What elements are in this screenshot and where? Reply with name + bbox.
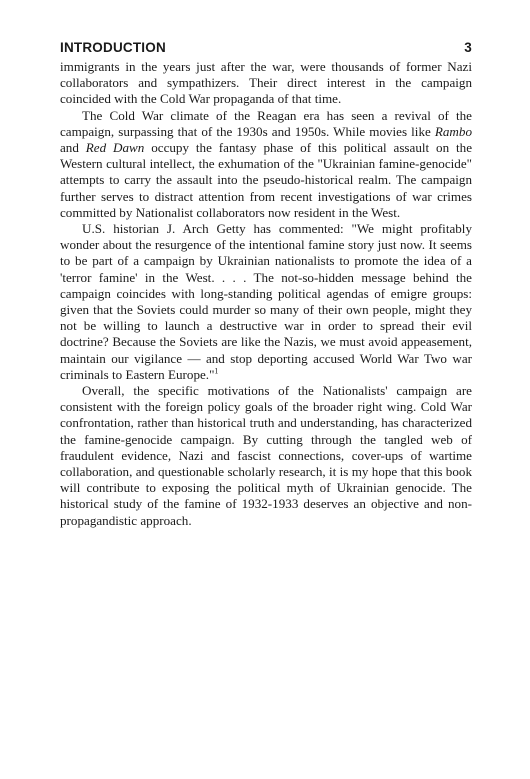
paragraph-2-text-2: and [60, 140, 86, 156]
paragraph-1: immigrants in the years just after the war, were thousands of former Nazi collaborators and sympathizers. Their direct interest in the campaign coincided with the Cold War propaganda of that time. [60, 59, 472, 107]
book-page [60, 40, 472, 529]
paragraph-4: Overall, the specific motivations of the Nationalists' campaign are consistent with the foreign policy goals of the broader right wing. Cold War confrontation, rather than historical truth and understanding, has characterized the famine-genocide campaign. By cutting through the tangled web of fraudulent evidence, Nazi and fascist connections, cover-ups of wartime collaboration, and questionable scholarly research, it is my hope that this book will contribute to exposing the political myth of Ukrainian genocide. The historical study of the famine of 1932-1933 deserves an objective and non-propagandistic approach. [60, 383, 472, 528]
film-title-red-dawn: Red Dawn [85, 140, 145, 156]
paragraph-3-text: U.S. historian J. Arch Getty has commented: "We might profitably wonder about the resurgence of the intentional famine story just now. It seems to be part of a campaign by Ukrainian nationalists to promote the idea of a 'terror famine' in the West. . . . The not-so-hidden message behind the campaign coincides with long-standing political agendas of emigre groups: given that the Soviets could murder so many of their own people, might they not be willing to launch a destructive war in order to spread their evil doctrine? Because the Soviets are like the Nazis, we must avoid appeasement, maintain our vigilance — and stop deporting accused World War Two war criminals to Eastern Europe." [60, 221, 472, 382]
section-title: INTRODUCTION [60, 40, 166, 55]
running-head [60, 40, 472, 55]
paragraph-2-text-3: occupy the fantasy phase of this political assault on the Western cultural intellect, the exhumation of the "Ukrainian famine-genocide" attempts to carry the assault into the pseudo-historical realm. The campaign further serves to distract attention from recent investigations of war crimes committed by Nationalist collaborators now resident in the West. [60, 140, 473, 220]
paragraph-3 [60, 221, 472, 383]
film-title-rambo: Rambo [434, 123, 472, 139]
body-text [60, 59, 472, 529]
page-number: 3 [464, 40, 472, 55]
footnote-reference: 1 [214, 366, 219, 376]
paragraph-2 [60, 108, 472, 221]
paragraph-2-text-1: The Cold War climate of the Reagan era has seen a revival of the campaign, surpassing that of the 1930s and 1950s. While movies like [60, 107, 472, 139]
